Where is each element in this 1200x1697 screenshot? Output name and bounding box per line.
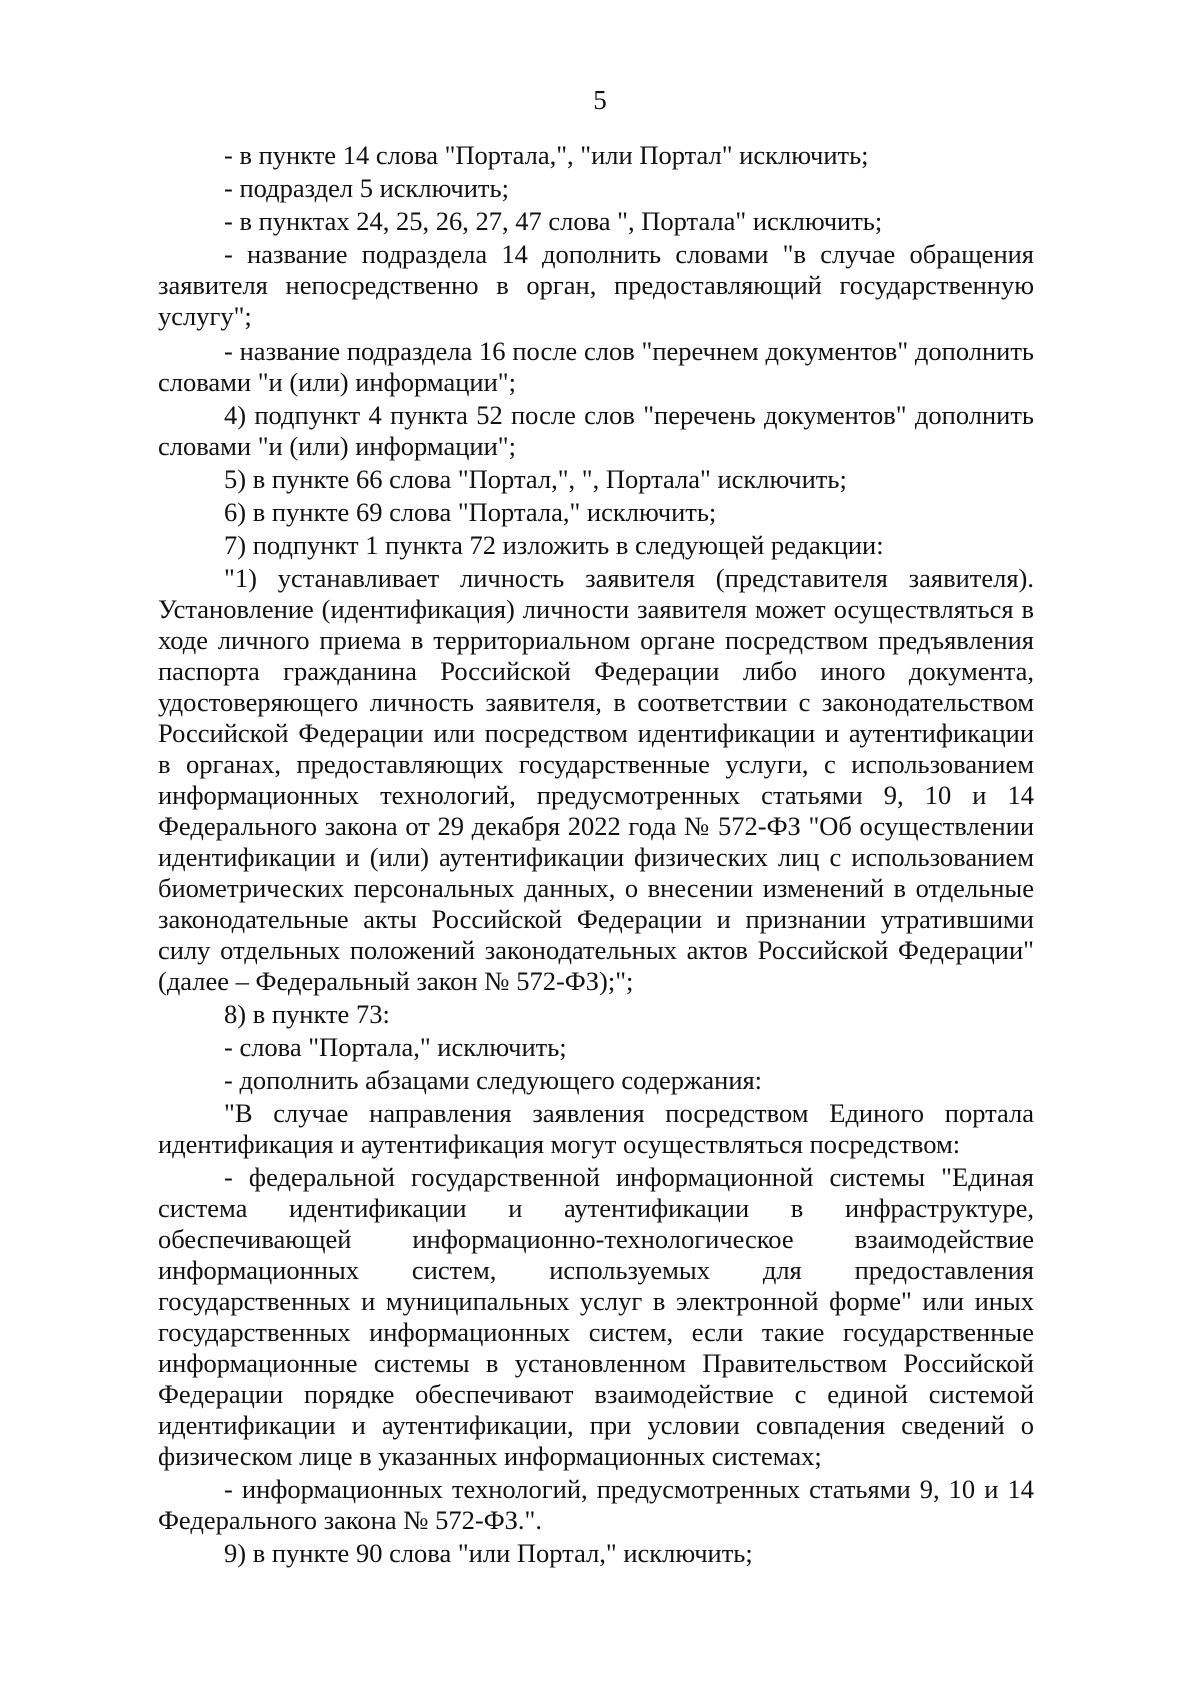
paragraph-1: - в пункте 14 слова "Портала,", "или Портал" исключить;: [224, 140, 869, 170]
paragraph-16: - информационных технологий, предусмотренных статьями 9, 10 и 14 Федерального закона № 572-ФЗ.".: [158, 1474, 1034, 1535]
document-body: [158, 140, 1034, 1569]
paragraph-11: 8) в пункте 73:: [224, 999, 390, 1029]
paragraph-4: - название подраздела 14 дополнить словами "в случае обращения заявителя непосредственно в орган, предоставляющий государственную услугу";: [158, 239, 1034, 331]
paragraph-10: "1) устанавливает личность заявителя (представителя заявителя). Установление (идентификация) личности заявителя может осуществляться в ходе личного приема в территориальном органе посредством предъявления паспорта гражданина Российской Федерации либо иного документа, удостоверяющего личность заявителя, в соответствии с законодательством Российской Федерации или посредством идентификации и аутентификации в органах, предоставляющих государственные услуги, с использованием информационных технологий, предусмотренных статьями 9, 10 и 14 Федерального закона от 29 декабря 2022 года № 572-ФЗ "Об осуществлении идентификации и (или) аутентификации физических лиц с использованием биометрических персональных данных, о внесении изменений в отдельные законодательные акты Российской Федерации и признании утратившими силу отдельных положений законодательных актов Российской Федерации" (далее – Федеральный закон № 572-ФЗ);";: [158, 563, 1034, 996]
paragraph-6: 4) подпункт 4 пункта 52 после слов "перечень документов" дополнить словами "и (или) информации";: [158, 400, 1034, 461]
paragraph-2: - подраздел 5 исключить;: [224, 173, 509, 203]
paragraph-5: - название подраздела 16 после слов "перечнем документов" дополнить словами "и (или) информации";: [158, 336, 1034, 397]
page-number: 5: [593, 85, 607, 115]
paragraph-7: 5) в пункте 66 слова "Портал,", ", Портала" исключить;: [224, 464, 847, 494]
paragraph-13: - дополнить абзацами следующего содержания:: [224, 1065, 763, 1095]
paragraph-12: - слова "Портала," исключить;: [224, 1032, 567, 1062]
paragraph-8: 6) в пункте 69 слова "Портала," исключить;: [224, 497, 717, 527]
paragraph-14: "В случае направления заявления посредством Единого портала идентификация и аутентификация могут осуществляться посредством:: [158, 1098, 1034, 1159]
paragraph-9: 7) подпункт 1 пункта 72 изложить в следующей редакции:: [224, 530, 884, 560]
paragraph-15: - федеральной государственной информационной системы "Единая система идентификации и аутентификации в инфраструктуре, обеспечивающей информационно-технологическое взаимодействие информационных систем, используемых для предоставления государственных и муниципальных услуг в электронной форме" или иных государственных информационных систем, если такие государственные информационные системы в установленном Правительством Российской Федерации порядке обеспечивают взаимодействие с единой системой идентификации и аутентификации, при условии совпадения сведений о физическом лице в указанных информационных системах;: [158, 1162, 1034, 1471]
paragraph-3: - в пунктах 24, 25, 26, 27, 47 слова ", Портала" исключить;: [224, 206, 883, 236]
paragraph-17: 9) в пункте 90 слова "или Портал," исключить;: [224, 1538, 753, 1568]
